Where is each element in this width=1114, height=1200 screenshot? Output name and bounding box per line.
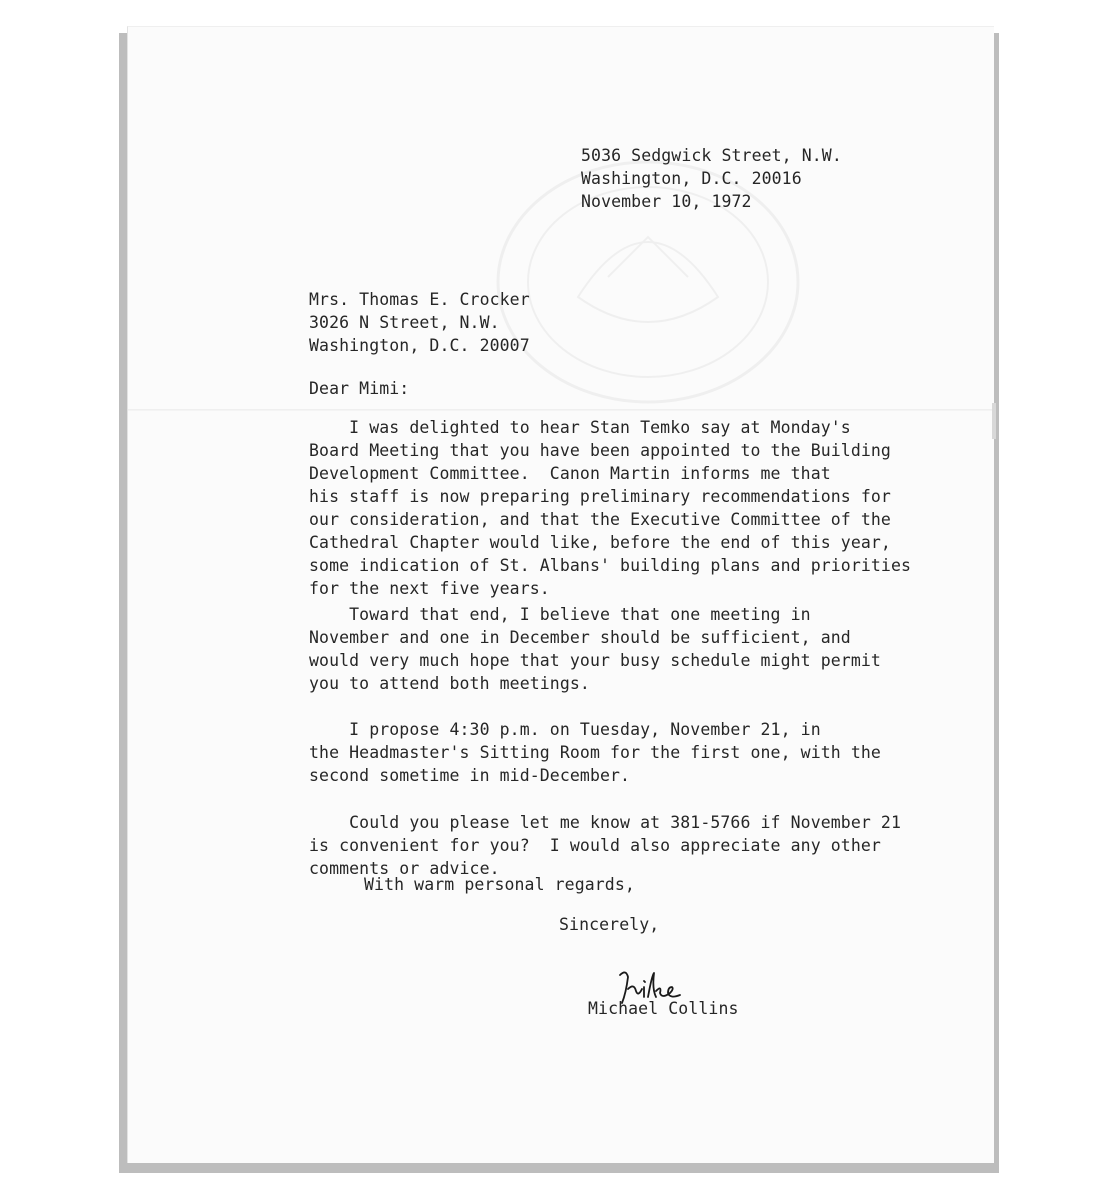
signer-name: Michael Collins [588,999,739,1018]
sender-address [581,144,842,213]
body-line: would very much hope that your busy schedule might permit [309,651,881,670]
letter-date: November 10, 1972 [581,192,752,211]
body-line: November and one in December should be sufficient, and [309,628,851,647]
letter-page [127,26,994,1163]
body-line: Cathedral Chapter would like, before the end of this year, [309,533,891,552]
body-line: our consideration, and that the Executive Committee of the [309,510,891,529]
paper-fold-edge [992,403,996,439]
body-paragraph-3 [309,718,881,787]
body-line: his staff is now preparing preliminary recommendations for [309,487,891,506]
recipient-name: Mrs. Thomas E. Crocker [309,290,530,309]
closing-line: With warm personal regards, [364,875,635,894]
body-line: comments or advice. [309,859,500,878]
body-line: Development Committee. Canon Martin informs me that [309,464,831,483]
paper-fold-line [128,409,994,411]
body-paragraph-2 [309,603,881,695]
recipient-city: Washington, D.C. 20007 [309,336,530,355]
body-line: for the next five years. [309,579,550,598]
sender-street: 5036 Sedgwick Street, N.W. [581,146,842,165]
body-line: Board Meeting that you have been appointed to the Building [309,441,891,460]
recipient-address [309,288,530,357]
sign-off: Sincerely, [559,915,660,934]
body-line: some indication of St. Albans' building plans and priorities [309,556,912,575]
body-paragraph-1 [309,416,911,600]
body-line: you to attend both meetings. [309,674,590,693]
recipient-street: 3026 N Street, N.W. [309,313,500,332]
salutation: Dear Mimi: [309,379,410,398]
body-line: the Headmaster's Sitting Room for the first one, with the [309,743,881,762]
body-line: Could you please let me know at 381-5766 if November 21 [309,813,901,832]
body-line: I was delighted to hear Stan Temko say at Monday's [309,418,851,437]
body-line: Toward that end, I believe that one meeting in [309,605,811,624]
body-line: is convenient for you? I would also appreciate any other [309,836,881,855]
body-paragraph-4 [309,811,901,880]
sender-city: Washington, D.C. 20016 [581,169,802,188]
body-line: I propose 4:30 p.m. on Tuesday, November 21, in [309,720,821,739]
body-line: second sometime in mid-December. [309,766,631,785]
